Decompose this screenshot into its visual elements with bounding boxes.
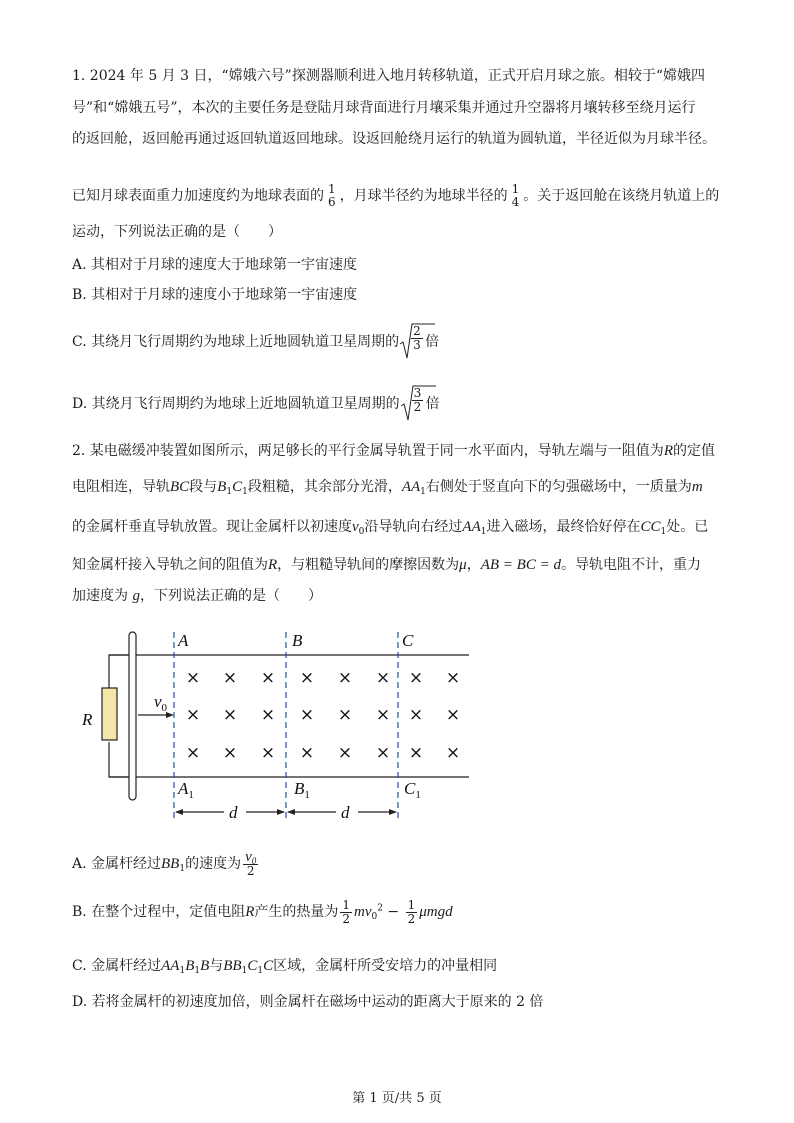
- b-subscript: 1: [304, 789, 310, 801]
- frac-den: 6: [328, 195, 336, 209]
- subscript: 1: [257, 966, 264, 976]
- q2-text: 的金属杆垂直导轨放置。现让金属杆以初速度: [72, 519, 352, 535]
- fraction-one-quarter: [510, 183, 522, 209]
- subscript: 0: [358, 527, 365, 537]
- q2-text: 2. 某电磁缓冲装置如图所示，两足够长的平行金属导轨置于同一水平面内，导轨左端与一阻值为: [72, 443, 664, 459]
- label-c: C: [402, 631, 414, 650]
- option-text: 的速度为: [185, 856, 242, 872]
- option-text: 区域，金属杆所受安培力的冲量相同: [273, 958, 498, 974]
- q2-option-d[interactable]: D. 若将金属杆的初速度加倍，则金属杆在磁场中运动的距离大于原来的 2 倍: [72, 994, 544, 1010]
- field-cross-icon: ×: [222, 705, 238, 725]
- field-cross-icon: ×: [260, 705, 276, 725]
- option-text: D. 其绕月飞行周期约为地球上近地圆轨道卫星周期的: [72, 396, 400, 412]
- label-b: B: [292, 631, 303, 650]
- option-text-tail: 倍: [425, 396, 440, 412]
- q2-text: 段与: [189, 479, 218, 495]
- resistor-wire-top: [109, 655, 131, 688]
- field-cross-icon: ×: [299, 743, 315, 763]
- page-footer: 第 1 页/共 5 页: [352, 1091, 442, 1106]
- field-cross-icon: ×: [445, 705, 461, 725]
- q1-text: 已知月球表面重力加速度约为地球表面的: [72, 188, 324, 204]
- q2-text: 处。已: [666, 519, 709, 535]
- field-cross-icon: ×: [260, 743, 276, 763]
- symbol-c: C: [247, 958, 258, 974]
- label-a: A: [178, 631, 189, 650]
- field-cross-icon: ×: [337, 668, 353, 688]
- resistor-label: R: [82, 710, 93, 729]
- radicand-fraction: [411, 325, 423, 352]
- subscript: 1: [660, 527, 667, 537]
- field-cross-icon: ×: [408, 743, 424, 763]
- distance-label-ab: d: [229, 803, 238, 822]
- field-cross-icon: ×: [337, 743, 353, 763]
- frac-num: 3: [413, 386, 422, 400]
- q2-text: 加速度为: [72, 588, 133, 604]
- subscript: 1: [420, 487, 426, 497]
- symbol-bb: BB: [161, 856, 180, 872]
- a-subscript: 1: [188, 789, 194, 801]
- symbol-aa: AA: [462, 519, 481, 535]
- symbol-c: C: [263, 958, 274, 974]
- q1-stem-line-2: 号”和“嫦娥五号”，本次的主要任务是登陆月球背面进行月壤采集并通过升空器将月壤转移至绕月运行: [72, 100, 696, 116]
- subscript: 1: [480, 527, 487, 537]
- resistor: [102, 688, 117, 740]
- q1-option-b[interactable]: B. 其相对于月球的速度小于地球第一宇宙速度: [72, 287, 358, 303]
- label-b1: [294, 779, 310, 801]
- q2-stem-line-1: [72, 441, 715, 461]
- symbol-b: B: [185, 958, 195, 974]
- q1-option-d[interactable]: [72, 384, 440, 424]
- q1-stem-line-1: 1. 2024 年 5 月 3 日，“嫦娥六号”探测器顺利进入地月转移轨道，正式开启月球之旅。相较于“嫦娥四: [72, 68, 705, 84]
- c-letter: C: [404, 779, 416, 798]
- frac-num: [243, 848, 258, 866]
- q2-text: 电阻相连，导轨: [72, 479, 170, 495]
- field-cross-icon: ×: [375, 743, 391, 763]
- symbol-c: C: [232, 479, 243, 495]
- q1-stem-line-5: 运动，下列说法正确的是（ ）: [72, 224, 282, 240]
- equation-ab-bc-d: AB = BC = d: [480, 557, 561, 573]
- frac-den: 2: [407, 911, 416, 926]
- field-cross-icon: ×: [260, 668, 276, 688]
- q1-stem-line-3: 的返回舱，返回舱再通过返回轨道返回地球。设返回舱绕月运行的轨道为圆轨道，半径近似为月球半径。: [72, 131, 716, 147]
- label-c1: [404, 779, 421, 801]
- velocity-arrowhead: [166, 712, 174, 718]
- subscript: 1: [241, 966, 248, 976]
- symbol-mugd: μmgd: [419, 904, 453, 920]
- q2-option-c[interactable]: [72, 956, 497, 976]
- symbol-v: v: [352, 519, 359, 535]
- field-cross-icon: ×: [445, 668, 461, 688]
- subscript: 0: [371, 912, 378, 922]
- frac-num: 1: [328, 182, 336, 196]
- frac-den: 3: [413, 338, 421, 352]
- frac-den: 2: [243, 864, 258, 878]
- frac-num: 1: [407, 897, 416, 912]
- b-letter: B: [294, 779, 305, 798]
- subscript: 1: [194, 966, 201, 976]
- field-cross-icon: ×: [185, 705, 201, 725]
- symbol-r: R: [663, 443, 673, 459]
- symbol-cc: CC: [640, 519, 661, 535]
- q2-text: 右侧处于竖直向下的匀强磁场中，一质量为: [425, 479, 692, 495]
- distance-arrowhead: [287, 809, 295, 815]
- q2-text: ，与粗糙导轨间的摩擦因数为: [277, 557, 460, 573]
- velocity-label: [154, 692, 168, 714]
- symbol-mu: μ: [459, 557, 467, 573]
- sqrt-three-halves: [400, 384, 422, 424]
- q2-text: ，: [466, 557, 481, 573]
- c-subscript: 1: [415, 789, 421, 801]
- q2-stem-line-3: [72, 517, 708, 537]
- frac-den: 4: [511, 195, 520, 209]
- field-cross-icon: ×: [375, 668, 391, 688]
- field-cross-icon: ×: [185, 668, 201, 688]
- frac-num: 2: [413, 324, 421, 338]
- distance-label-bc: d: [341, 803, 350, 822]
- option-text: 产生的热量为: [254, 904, 339, 920]
- subscript: 1: [226, 487, 233, 497]
- frac-den: 2: [342, 911, 351, 926]
- resistor-wire-bottom: [109, 742, 131, 777]
- field-cross-icon: ×: [222, 743, 238, 763]
- q2-text: 进入磁场，最终恰好停在: [486, 519, 641, 535]
- q2-text: 段粗糙，其余部分光滑，: [247, 479, 402, 495]
- sqrt-two-thirds: [399, 322, 421, 362]
- fraction-one-sixth: [326, 183, 338, 209]
- symbol-bc: BC: [170, 479, 190, 495]
- option-text: 与: [209, 958, 224, 974]
- field-cross-icon: ×: [445, 743, 461, 763]
- subscript: 1: [179, 966, 186, 976]
- symbol-m: m: [691, 479, 703, 495]
- option-text: C. 金属杆经过: [72, 958, 162, 974]
- field-cross-icon: ×: [185, 743, 201, 763]
- v-symbol: v: [245, 848, 252, 865]
- q2-text: 的定值: [672, 443, 715, 459]
- field-cross-icon: ×: [408, 705, 424, 725]
- a-letter: A: [178, 779, 189, 798]
- symbol-aa: AA: [161, 958, 180, 974]
- q2-text: ，下列说法正确的是（ ）: [139, 588, 322, 604]
- distance-arrowhead: [389, 809, 397, 815]
- radicand-fraction: [412, 387, 424, 414]
- q2-stem-line-5: [72, 586, 322, 606]
- fraction-v0-over-2: [243, 848, 258, 878]
- v-subscript: 0: [161, 702, 168, 714]
- q1-text: ，月球半径约为地球半径的: [339, 188, 508, 204]
- superscript: 2: [377, 903, 383, 914]
- field-cross-icon: ×: [408, 668, 424, 688]
- symbol-b: B: [217, 479, 227, 495]
- q2-text: 沿导轨向右经过: [364, 519, 463, 535]
- subscript: 1: [179, 864, 186, 874]
- field-cross-icon: ×: [222, 668, 238, 688]
- fraction-half: [406, 899, 418, 926]
- electromagnetic-buffer-diagram: [76, 626, 476, 826]
- distance-arrowhead: [175, 809, 183, 815]
- q1-option-c[interactable]: [72, 322, 439, 362]
- q2-option-a[interactable]: [72, 846, 260, 882]
- symbol-b: B: [200, 958, 210, 974]
- frac-den: 2: [413, 400, 422, 414]
- q2-text: 知金属杆接入导轨之间的阻值为: [72, 557, 268, 573]
- field-cross-icon: ×: [299, 668, 315, 688]
- option-text: A. 金属杆经过: [72, 856, 162, 872]
- minus-sign: −: [382, 904, 404, 920]
- q1-text: 。关于返回舱在该绕月轨道上的: [523, 188, 720, 204]
- distance-arrowhead: [277, 809, 285, 815]
- q1-option-a[interactable]: A. 其相对于月球的速度大于地球第一宇宙速度: [72, 257, 358, 273]
- field-cross-icon: ×: [375, 705, 391, 725]
- fraction-half: [340, 899, 352, 926]
- q2-stem-line-4: [72, 555, 701, 575]
- frac-num: 1: [342, 897, 351, 912]
- symbol-r: R: [245, 904, 255, 920]
- symbol-aa: AA: [401, 479, 421, 495]
- field-cross-icon: ×: [299, 705, 315, 725]
- option-text-tail: 倍: [425, 334, 440, 350]
- v-symbol: v: [154, 692, 162, 711]
- metal-rod: [129, 632, 136, 800]
- option-text: C. 其绕月飞行周期约为地球上近地圆轨道卫星周期的: [72, 334, 400, 350]
- frac-num: 1: [511, 182, 520, 196]
- symbol-mv: mv: [354, 904, 372, 920]
- option-text: B. 在整个过程中，定值电阻: [72, 904, 246, 920]
- symbol-r: R: [268, 557, 278, 573]
- q2-option-b[interactable]: [72, 894, 453, 930]
- symbol-g: g: [132, 588, 140, 604]
- label-a1: [177, 779, 194, 801]
- subscript: 1: [242, 487, 248, 497]
- q2-stem-line-2: [72, 477, 703, 497]
- q2-text: 。导轨电阻不计，重力: [560, 557, 701, 573]
- subscript: 0: [251, 855, 257, 866]
- field-cross-icon: ×: [337, 705, 353, 725]
- q1-stem-line-4: [72, 175, 719, 217]
- magnetic-field-crosses: [186, 668, 460, 763]
- symbol-bb: BB: [223, 958, 242, 974]
